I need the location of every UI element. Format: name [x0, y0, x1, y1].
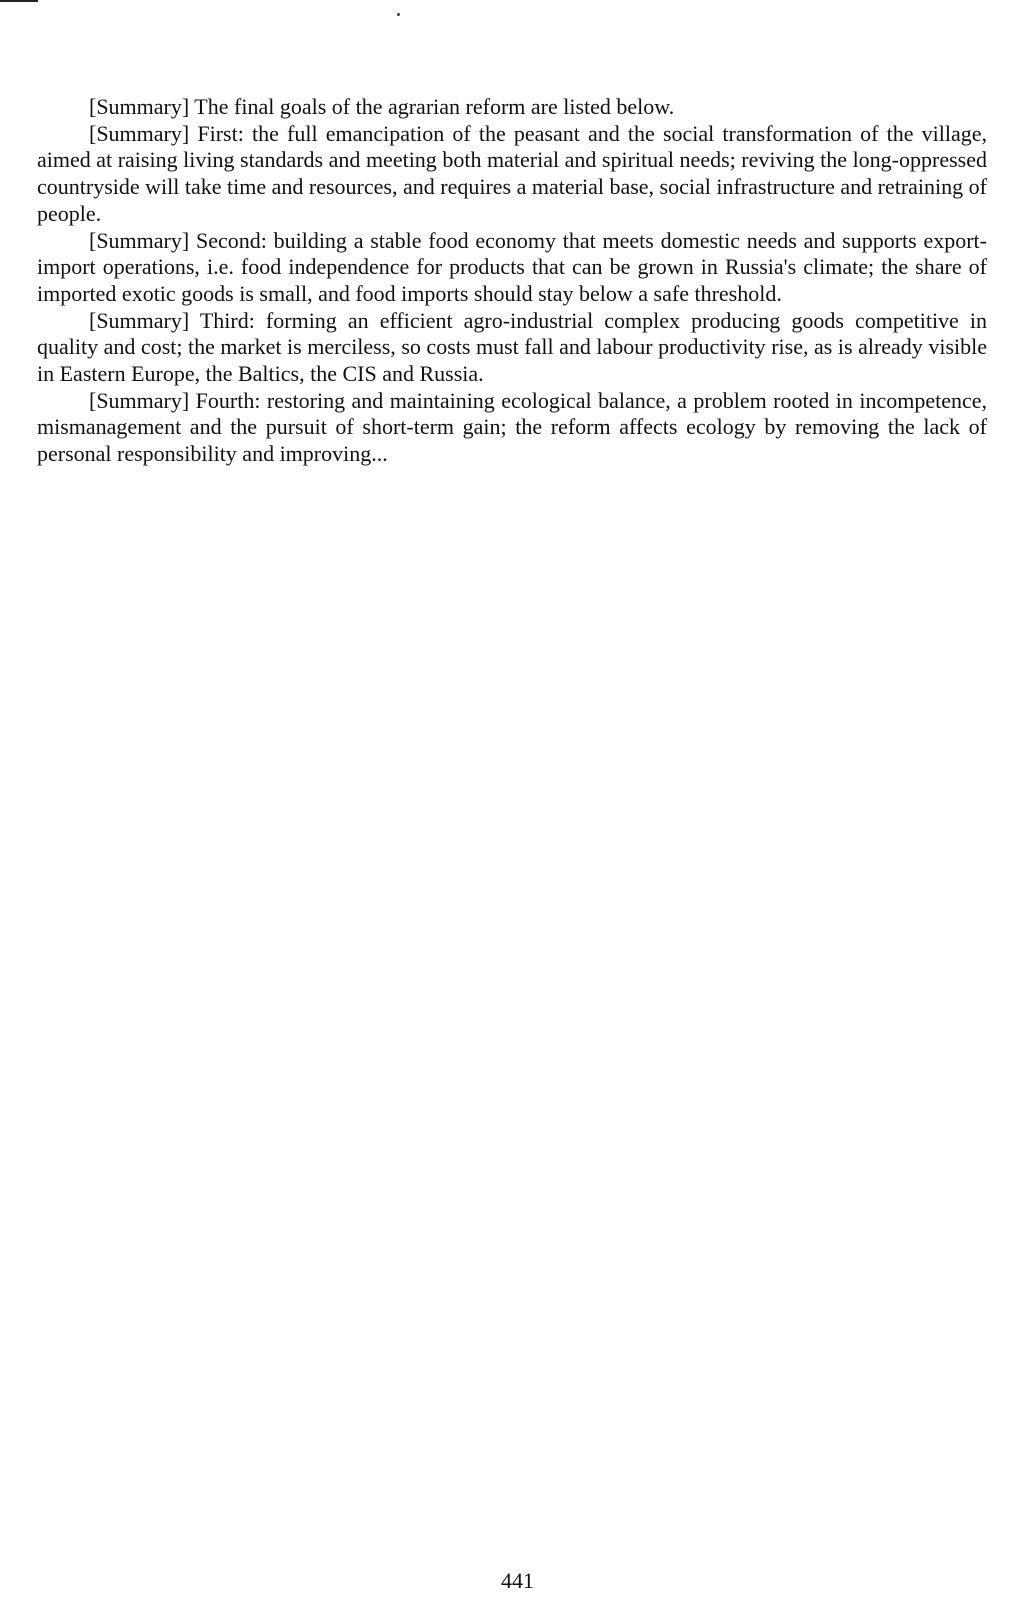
- body-text: [37, 94, 987, 468]
- paragraph-third-goal: [Summary] Third: forming an efficient agro-industrial complex producing goods competitive in quality and cost; the market is merciless, so costs must fall and labour productivity rise, as is already visible in Eastern Europe, the Baltics, the CIS and Russia.: [37, 307, 987, 387]
- scan-artifact-dot: [397, 13, 400, 16]
- paragraph-intro: [Summary] The final goals of the agrarian reform are listed below.: [89, 94, 675, 119]
- paragraph-second-goal: [Summary] Second: building a stable food economy that meets domestic needs and supports export-import operations, i.e. food independence for products that can be grown in Russia's climate; the share of imported exotic goods is small, and food imports should stay below a safe threshold.: [37, 227, 987, 306]
- page-number: 441: [501, 1568, 534, 1593]
- paragraph-first-goal: [Summary] First: the full emancipation of the peasant and the social transformation of the village, aimed at raising living standards and meeting both material and spiritual needs; reviving the long-oppressed countryside will take time and resources, and requires a material base, social infrastructure and retraining of people.: [37, 120, 987, 226]
- scan-artifact: [0, 0, 38, 2]
- paragraph-fourth-goal: [Summary] Fourth: restoring and maintaining ecological balance, a problem rooted in incompetence, mismanagement and the pursuit of short-term gain; the reform affects ecology by removing the lack of personal responsibility and improving...: [37, 387, 987, 467]
